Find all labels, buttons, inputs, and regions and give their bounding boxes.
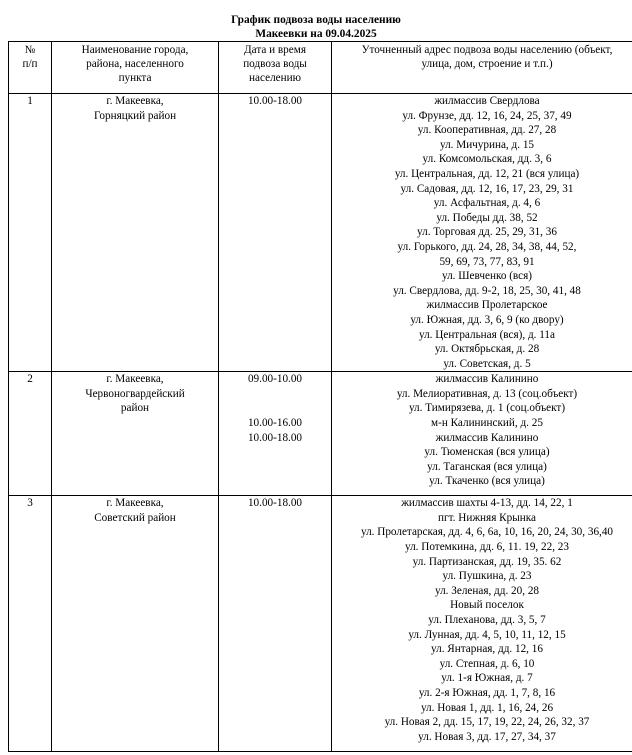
address-line: ул. Зеленая, дд. 20, 28 [434,584,540,597]
table-row [9,496,632,752]
city-line: г. Макеевка, [106,373,164,386]
header-city [52,42,219,94]
address-line: ул. Центральная, дд. 12, 21 (вся улица) [394,167,580,180]
time-line: 10.00-18.00 [247,95,303,107]
city-line: г. Макеевка, [106,95,164,107]
address-line: ул. Кооперативная, дд. 27, 28 [417,124,557,137]
address-line: ул. Степная, д. 6, 10 [439,657,535,670]
row-time [219,94,332,372]
row-num: 3 [9,496,52,752]
address-line: ул. Фрунзе, дд. 12, 16, 24, 25, 37, 49 [402,109,572,122]
address-line: ул. Пушкина, д. 23 [442,570,532,583]
address-line: ул. Янтарная, дд. 12, 16 [431,643,543,656]
row-num: 1 [9,94,52,372]
row-addresses [332,372,632,496]
header-text: Дата и время [244,44,306,56]
address-line: Новый поселок [450,599,524,612]
time-line: 10.00-18.00 [247,497,303,510]
address-line: ул. Садовая, дд. 12, 16, 17, 23, 29, 31 [400,182,574,195]
table-header-row [9,42,632,94]
header-num [9,42,52,94]
address-line: ул. Таганская (вся улица) [427,460,547,473]
header-text: подвоза воды [243,58,307,71]
address-line: ул. 2-я Южная, дд. 1, 7, 8, 16 [418,687,556,699]
city-line: район [120,402,150,415]
city-line: Советский район [94,511,176,524]
address-line: пгт. Нижняя Крынка [438,511,536,524]
time-line: 09.00-10.00 [247,373,303,386]
address-line: ул. Новая 2, дд. 15, 17, 19, 22, 24, 26, 32, 37 [384,716,590,729]
row-addresses [332,496,632,752]
address-line: ул. Победы дд. 38, 52 [436,211,538,224]
row-time [219,496,332,752]
header-text: пункта [118,72,152,85]
address-line: ул. Торговая дд. 25, 29, 31, 36 [417,226,557,239]
address-line: ул. Горького, дд. 24, 28, 34, 38, 44, 52, [397,240,577,253]
address-line: жилмассив шахты 4-13, дд. 14, 22, 1 [401,497,573,510]
address-line: жилмассив Калинино [435,431,539,444]
header-text: населению [249,72,301,85]
title-line-2: Макеевки на 09.04.2025 [255,28,377,40]
address-line: 59, 69, 73, 77, 83, 91 [439,255,535,268]
header-text: п/п [22,58,38,71]
address-line: ул. Асфальтная, д. 4, 6 [433,197,541,210]
spacer [221,387,329,402]
title-line-1: График подвоза воды населению [231,14,401,26]
address-line: ул. Октябрьская, д. 28 [434,343,540,356]
city-line: Червоногвардейский [85,387,185,400]
header-text: улица, дом, строение и т.п.) [421,58,553,71]
address-line: ул. Комсомольская, дд. 3, 6 [422,153,552,166]
address-line: ул. Потемкина, дд. 6, 11. 19, 22, 23 [405,541,569,554]
address-line: ул. Центральная (вся), д. 11а [419,328,555,341]
address-line: ул. Шевченко (вся) [441,270,532,283]
address-line: ул. Плеханова, дд. 3, 5, 7 [428,614,546,627]
water-delivery-table [8,41,632,752]
row-city [52,94,219,372]
address-line: ул. Пролетарская, дд. 4, 6, 6а, 10, 16, 20, 24, 30, 36,40 [360,526,614,539]
header-text: № [24,44,36,56]
header-time [219,42,332,94]
city-line: г. Макеевка, [106,497,164,510]
address-line: жилмассив Калинино [435,373,539,386]
address-line: ул. Мичурина, д. 15 [439,138,535,151]
row-num: 2 [9,372,52,496]
time-line: 10.00-18.00 [247,431,303,444]
header-text: Наименование города, [81,44,189,56]
address-line: м-н Калининский, д. 25 [431,417,543,430]
address-line: ул. Лунная, дд. 4, 5, 10, 11, 12, 15 [408,628,566,641]
spacer [221,401,329,416]
header-address [332,42,632,94]
address-line: ул. Тюменская (вся улица) [424,446,550,459]
address-line: ул. Партизанская, дд. 19, 35. 62 [412,555,562,568]
city-line: Горняцкий район [93,109,177,122]
table-row [9,372,632,496]
address-line: жилмассив Свердлова [434,95,540,107]
address-line: ул. Тимирязева, д. 1 (соц.объект) [408,402,566,415]
document-title [0,0,632,41]
header-text: района, населенного [86,58,184,71]
address-line: ул. Ткаченко (вся улица) [429,475,545,488]
address-line: ул. Советская, д. 5 [443,357,531,370]
row-addresses [332,94,632,372]
address-line: ул. Свердлова, дд. 9-2, 18, 25, 30, 41, 48 [393,284,581,297]
table-row [9,94,632,372]
address-line: жилмассив Пролетарское [426,299,548,312]
address-line: ул. Новая 1, дд. 1, 16, 24, 26 [420,701,554,714]
row-time [219,372,332,496]
row-city [52,496,219,752]
address-line: ул. Мелиоративная, д. 13 (соц.объект) [396,387,578,400]
address-line: ул. 1-я Южная, д. 7 [441,672,533,685]
time-line: 10.00-16.00 [247,417,303,430]
address-line: ул. Южная, дд. 3, 6, 9 (ко двору) [410,313,564,326]
header-text: Уточненный адрес подвоза воды населению (объект, [361,44,613,56]
row-city [52,372,219,496]
address-line: ул. Новая 3, дд. 17, 27, 34, 37 [418,730,556,743]
